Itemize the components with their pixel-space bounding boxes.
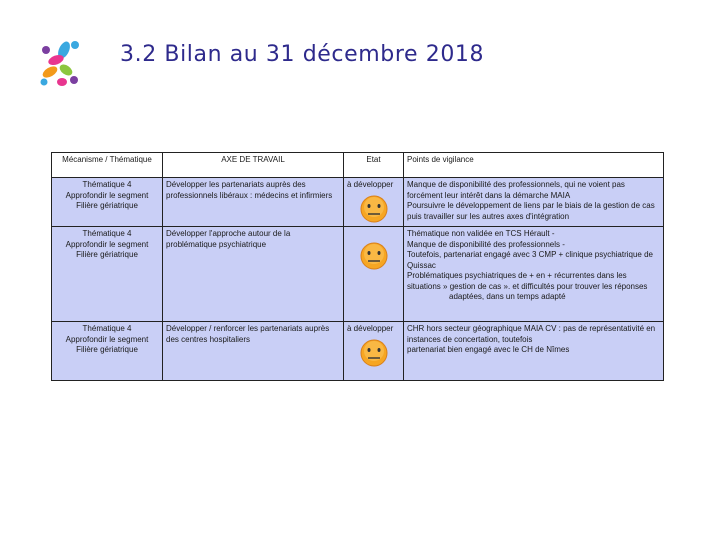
cell-axe (163, 322, 344, 381)
neutral-face-icon (354, 194, 394, 224)
table-row (52, 178, 664, 227)
cell-etat (344, 227, 404, 322)
table-header-row (52, 153, 664, 178)
cell-axe (163, 178, 344, 227)
logo-orange-petal (41, 64, 59, 80)
etat-label: à développer (347, 324, 394, 333)
bilan-table (51, 152, 664, 381)
cell-line: problématique psychiatrique (166, 239, 267, 249)
logo-purple-dot (42, 46, 50, 54)
logo-blue-dot (71, 41, 79, 49)
cell-line: Toutefois, partenariat engagé avec 3 CMP + clinique psychiatrique de (407, 250, 654, 259)
cell-line: instances de concertation, toutefois (407, 334, 533, 344)
cell-line: Filière gériatrique (76, 201, 138, 210)
cell-line: Filière gériatrique (76, 345, 138, 354)
cell-line: Thématique 4 (82, 180, 132, 189)
etat-label: à développer (347, 180, 394, 189)
cell-line: Manque de disponibilité des professionnels, qui ne voient pas (407, 180, 625, 189)
cell-line: Quissac (407, 260, 436, 270)
cell-line: forcément leur intérêt dans la démarche MAIA (407, 190, 571, 200)
cell-vigilance (404, 178, 664, 227)
neutral-face-icon (354, 338, 394, 368)
cell-line: CHR hors secteur géographique MAIA CV : pas de représentativité en (407, 324, 656, 333)
header-axe: AXE DE TRAVAIL (163, 153, 344, 178)
cell-mecanisme (52, 227, 163, 322)
header-vigilance: Points de vigilance (404, 153, 664, 178)
cell-line: Approfondir le segment (65, 190, 149, 200)
cell-line: professionnels libéraux : médecins et infirmiers (166, 190, 333, 200)
logo-blue-dot-lower (41, 79, 48, 86)
organization-logo (38, 38, 82, 90)
cell-mecanisme (52, 322, 163, 381)
cell-line: Développer les partenariats auprès des (166, 180, 306, 189)
cell-line: partenariat bien engagé avec le CH de Nîmes (407, 345, 570, 354)
logo-purple-dot-lower (70, 76, 78, 84)
logo-green-petal (58, 62, 75, 77)
cell-vigilance (404, 322, 664, 381)
logo-pink-petal-lower (57, 78, 67, 86)
cell-line: adaptées, dans un temps adapté (449, 292, 566, 301)
cell-line: Poursuivre le développement de liens par le biais de la gestion de cas (407, 201, 655, 210)
cell-line: Thématique 4 (82, 229, 132, 238)
cell-line: Développer l'approche autour de la (166, 229, 291, 238)
header-etat: Etat (344, 153, 404, 178)
table-row (52, 322, 664, 381)
cell-mecanisme (52, 178, 163, 227)
cell-etat (344, 178, 404, 227)
cell-line: Thématique 4 (82, 324, 132, 333)
cell-vigilance (404, 227, 664, 322)
cell-line: Filière gériatrique (76, 250, 138, 259)
cell-line: des centres hospitaliers (166, 334, 251, 344)
cell-axe (163, 227, 344, 322)
neutral-face-icon (354, 241, 394, 271)
table-row (52, 227, 664, 322)
cell-line: Problématiques psychiatriques de + en + récurrentes dans les (407, 271, 627, 280)
cell-line: puis travailler sur les autres axes d'intégration (407, 211, 570, 221)
cell-line: Manque de disponibilité des professionnels - (407, 239, 565, 249)
header-mecanisme: Mécanisme / Thématique (52, 153, 163, 178)
cell-line: situations » gestion de cas ». et difficultés pour trouver les réponses (407, 281, 648, 291)
cell-etat (344, 322, 404, 381)
page-title: 3.2 Bilan au 31 décembre 2018 (120, 42, 485, 67)
cell-line: Approfondir le segment (65, 239, 149, 249)
cell-line: Thématique non validée en TCS Hérault - (407, 229, 555, 238)
cell-line: Approfondir le segment (65, 334, 149, 344)
cell-line: Développer / renforcer les partenariats auprès (166, 324, 330, 333)
